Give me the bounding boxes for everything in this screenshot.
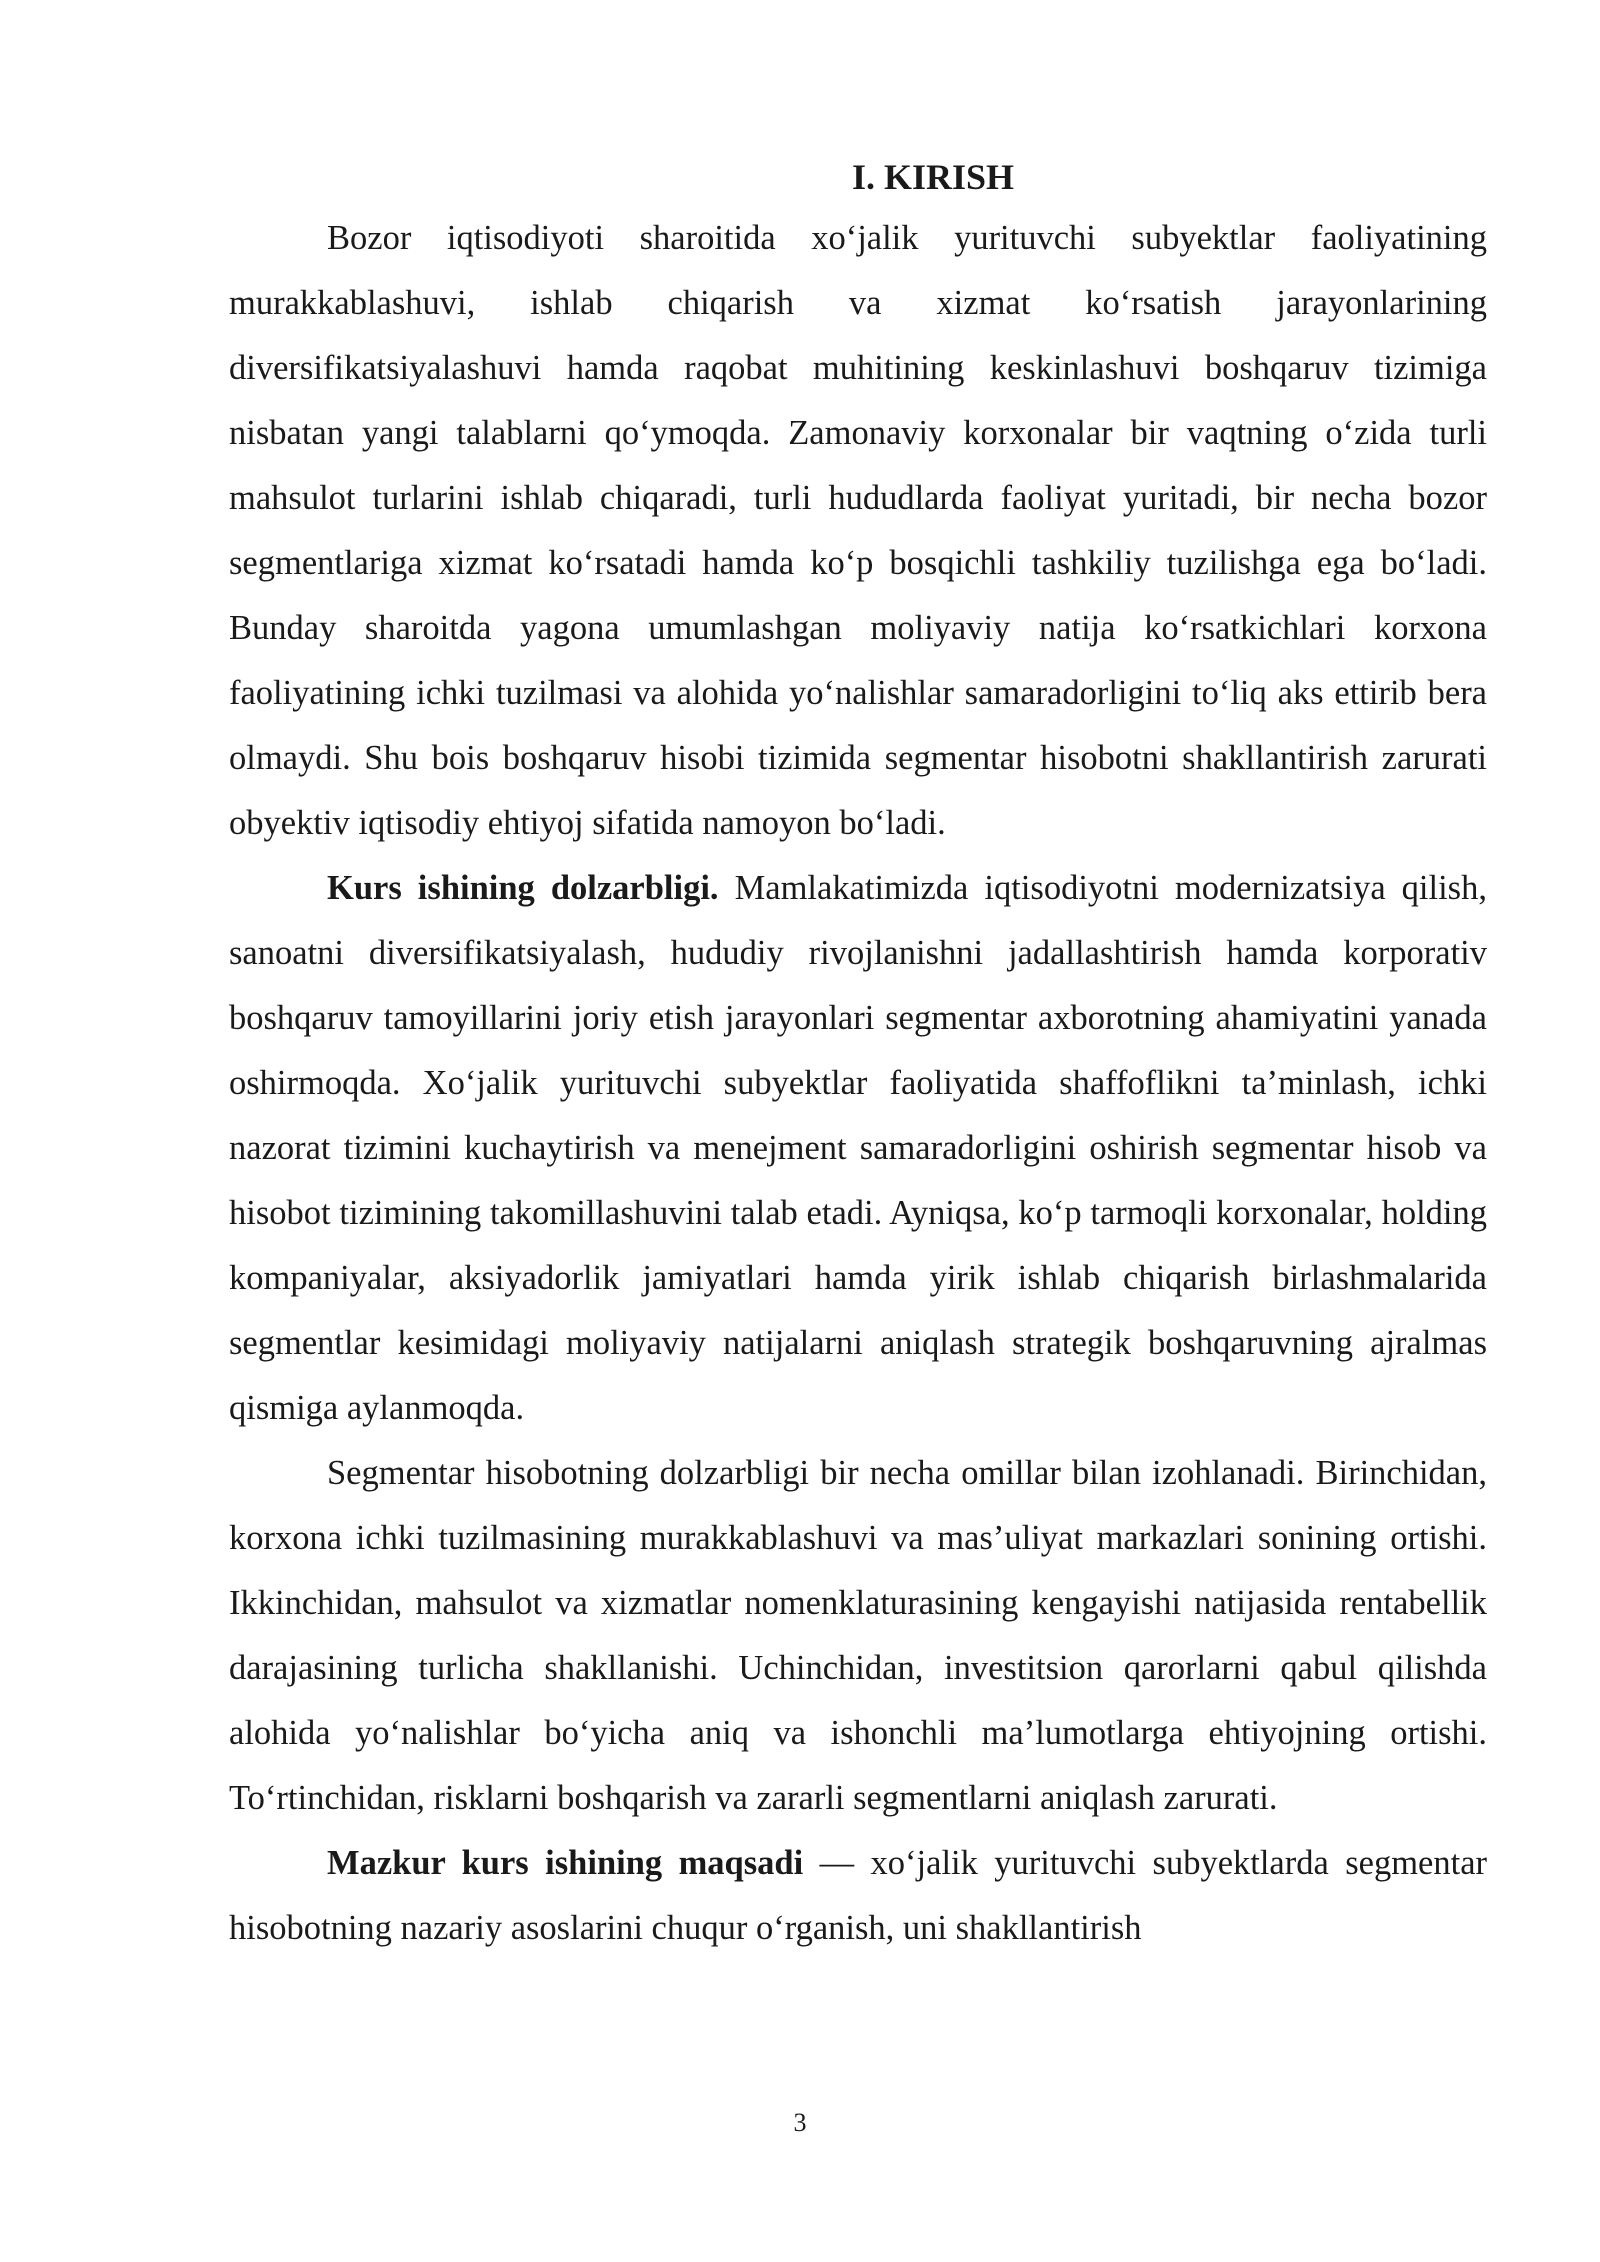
paragraph-factors: Segmentar hisobotning dolzarbligi bir necha omillar bilan izohlanadi. Birinchidan, korxona ichki tuzilmasining murakkablashuvi va mas’uliyat markazlari sonining ortishi. Ikkinchidan, mahsulot va xizmatlar nomenklaturasining kengayishi natijasida rentabellik darajasining turlicha shakllanishi. Uchinchidan, investitsion qarorlarni qabul qilishda alohida yo‘nalishlar bo‘yicha aniq va ishonchli ma’lumotlarga ehtiyojning ortishi. To‘rtinchidan, risklarni boshqarish va zararli segmentlarni aniqlash zarurati. (229, 1454, 1487, 1817)
paragraph-intro: Bozor iqtisodiyoti sharoitida xo‘jalik yurituvchi subyektlar faoliyatining murakkablashuvi, ishlab chiqarish va xizmat ko‘rsatish jarayonlarining diversifikatsiyalashuvi hamda raqobat muhitining keskinlashuvi boshqaruv tizimiga nisbatan yangi talablarni qo‘ymoqda. Zamonaviy korxonalar bir vaqtning o‘zida turli mahsulot turlarini ishlab chiqaradi, turli hududlarda faoliyat yuritadi, bir necha bozor segmentlariga xizmat ko‘rsatadi hamda ko‘p bosqichli tashkiliy tuzilishga ega bo‘ladi. Bunday sharoitda yagona umumlashgan moliyaviy natija ko‘rsatkichlari korxona faoliyatining ichki tuzilmasi va alohida yo‘nalishlar samaradorligini to‘liq aks ettirib bera olmaydi. Shu bois boshqaruv hisobi tizimida segmentar hisobotni shakllantirish zarurati obyektiv iqtisodiy ehtiyoj sifatida namoyon bo‘ladi. (229, 219, 1487, 842)
goal-text: — xo‘jalik yurituvchi subyektlarda segmentar hisobotning nazariy asoslarini chuqur o‘rganish, uni shakllantirish (229, 1844, 1487, 1947)
paragraph-relevance (229, 856, 1487, 1441)
page-number: 3 (793, 2108, 807, 2137)
relevance-text: Mamlakatimizda iqtisodiyotni modernizatsiya qilish, sanoatni diversifikatsiyalash, hududiy rivojlanishni jadallashtirish hamda korporativ boshqaruv tamoyillarini joriy etish jarayonlari segmentar axborotning ahamiyatini yanada oshirmoqda. Xo‘jalik yurituvchi subyektlar faoliyatida shaffoflikni ta’minlash, ichki nazorat tizimini kuchaytirish va menejment samaradorligini oshirish segmentar hisob va hisobot tizimining takomillashuvini talab etadi. Ayniqsa, ko‘p tarmoqli korxonalar, holding kompaniyalar, aksiyadorlik jamiyatlari hamda yirik ishlab chiqarish birlashmalarida segmentlar kesimidagi moliyaviy natijalarni aniqlash strategik boshqaruvning ajralmas qismiga aylanmoqda. (229, 869, 1487, 1427)
page-content (229, 148, 1487, 1961)
relevance-lead: Kurs ishining dolzarbligi. (327, 869, 719, 907)
section-heading: I. KIRISH (851, 157, 1015, 197)
goal-lead: Mazkur kurs ishining maqsadi (327, 1844, 804, 1882)
paragraph-goal (229, 1831, 1487, 1961)
